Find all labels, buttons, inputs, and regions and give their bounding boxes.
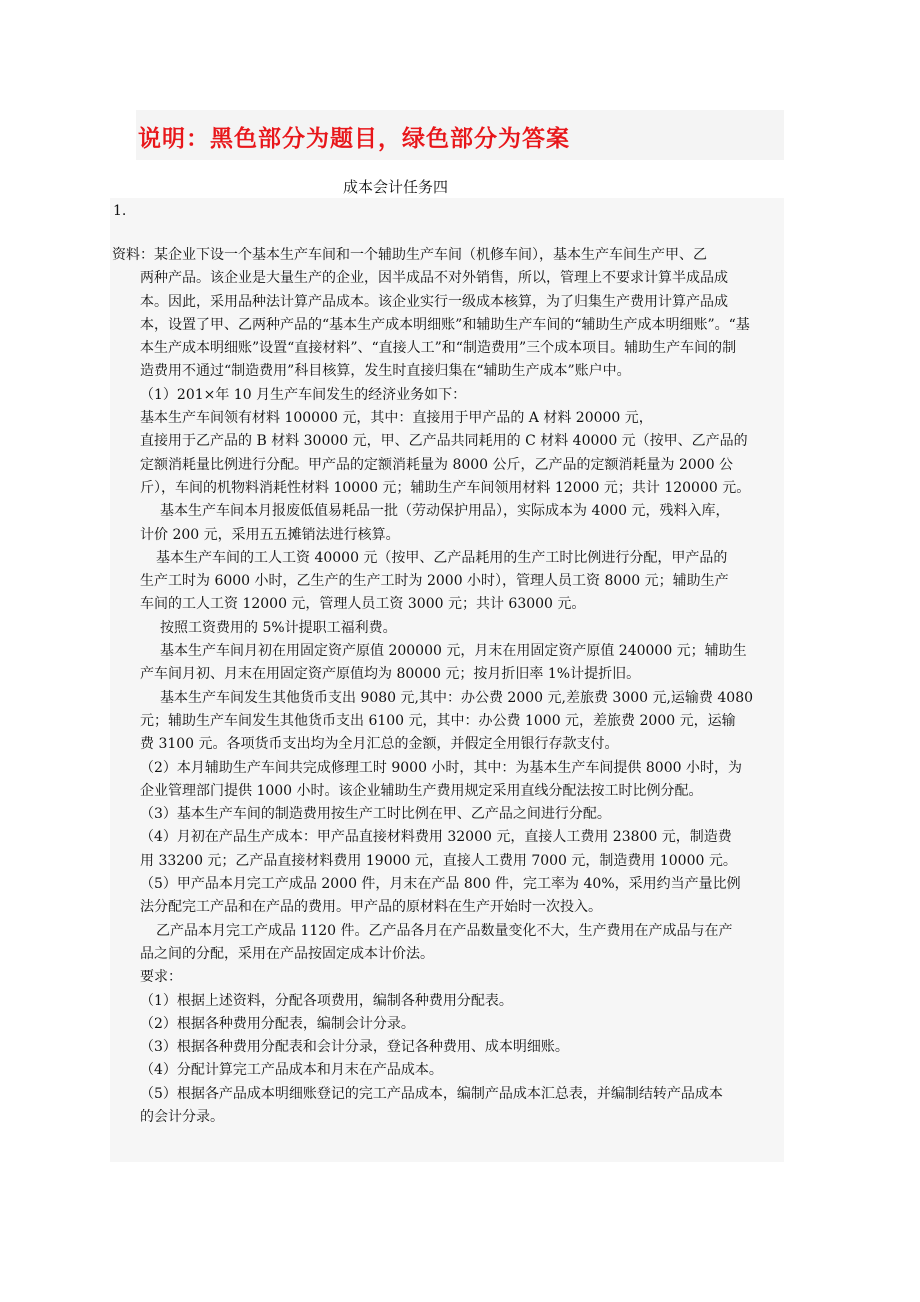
problem-content xyxy=(110,198,784,1162)
text-line: （5）根据各产品成本明细账登记的完工产品成本，编制产品成本汇总表，并编制结转产品成本 xyxy=(140,1085,723,1102)
text-line: 乙产品本月完工产成品 1120 件。乙产品各月在产品数量变化不大，生产费用在产成品与在产 xyxy=(156,922,733,939)
text-line: 本生产成本明细账”设置“直接材料”、“直接人工”和“制造费用”三个成本项目。辅助生产车间的制 xyxy=(140,340,737,357)
text-line: 本，设置了甲、乙两种产品的“基本生产成本明细账”和辅助生产车间的“辅助生产成本明细账”。“基 xyxy=(140,316,750,333)
text-line: 基本生产车间的工人工资 40000 元（按甲、乙产品耗用的生产工时比例进行分配，甲产品的 xyxy=(156,549,728,566)
text-line: （1）201×年 10 月生产车间发生的经济业务如下： xyxy=(140,386,467,403)
text-line: （5）甲产品本月完工产成品 2000 件，月末在产品 800 件，完工率为 40%，采用约当产量比例 xyxy=(140,876,741,893)
problem-text xyxy=(112,244,784,1129)
text-line: 元；辅助生产车间发生其他货币支出 6100 元，其中：办公费 1000 元，差旅费 2000 元，运输 xyxy=(140,712,736,729)
text-line: 企业管理部门提供 1000 小时。该企业辅助生产费用规定采用直线分配法按工时比例分配。 xyxy=(140,782,703,799)
text-line: 两种产品。该企业是大量生产的企业，因半成品不对外销售，所以，管理上不要求计算半成品成 xyxy=(140,270,728,287)
text-line: （4）月初在产品生产成本：甲产品直接材料费用 32000 元，直接人工费用 23800 元，制造费 xyxy=(140,829,732,846)
notice-banner xyxy=(136,110,784,160)
text-line: 品之间的分配，采用在产品按固定成本计价法。 xyxy=(140,945,434,962)
text-line: （1）根据上述资料，分配各项费用，编制各种费用分配表。 xyxy=(140,992,513,1009)
text-line: 费 3100 元。各项货币支出均为全月汇总的金额，并假定全用银行存款支付。 xyxy=(140,736,619,753)
text-line: 法分配完工产品和在产品的费用。甲产品的原材料在生产开始时一次投入。 xyxy=(140,899,602,916)
text-line: 计价 200 元，采用五五摊销法进行核算。 xyxy=(140,526,400,543)
text-line: 斤），车间的机物料消耗性材料 10000 元；辅助生产车间领用材料 12000 元；共计 120000 元。 xyxy=(140,479,751,496)
text-line: 基本生产车间领有材料 100000 元，其中：直接用于甲产品的 A 材料 20000 元， xyxy=(140,410,653,427)
text-line: 造费用不通过“制造费用”科目核算，发生时直接归集在“辅助生产成本”账户中。 xyxy=(140,363,631,380)
text-line: （2）根据各种费用分配表，编制会计分录。 xyxy=(140,1015,415,1032)
notice-text: 说明：黑色部分为题目，绿色部分为答案 xyxy=(138,126,570,152)
text-line: （3）根据各种费用分配表和会计分录，登记各种费用、成本明细账。 xyxy=(140,1039,569,1056)
document-title: 成本会计任务四 xyxy=(343,178,449,196)
text-line: 车间的工人工资 12000 元，管理人员工资 3000 元；共计 63000 元。 xyxy=(140,596,586,613)
text-line: 基本生产车间月初在用固定资产原值 200000 元，月末在用固定资产原值 240000 元；辅助生 xyxy=(160,643,747,660)
text-line: （3）基本生产车间的制造费用按生产工时比例在甲、乙产品之间进行分配。 xyxy=(140,806,611,823)
text-line: 的会计分录。 xyxy=(140,1108,224,1125)
text-line: 本。因此，采用品种法计算产品成本。该企业实行一级成本核算，为了归集生产费用计算产品成 xyxy=(140,293,728,310)
text-line: （2）本月辅助生产车间共完成修理工时 9000 小时，其中：为基本生产车间提供 8000 小时，为 xyxy=(140,759,742,776)
text-line: 基本生产车间发生其他货币支出 9080 元,其中：办公费 2000 元,差旅费 3000 元,运输费 4080 xyxy=(160,689,754,706)
text-line: 资料：某企业下设一个基本生产车间和一个辅助生产车间（机修车间），基本生产车间生产甲、乙 xyxy=(112,247,707,263)
text-line: 产车间月初、月末在用固定资产原值均为 80000 元；按月折旧率 1%计提折旧。 xyxy=(140,666,641,683)
text-line: 基本生产车间本月报废低值易耗品一批（劳动保护用品），实际成本为 4000 元，残料入库， xyxy=(160,503,730,520)
item-number: 1. xyxy=(113,203,127,219)
text-line: （4）分配计算完工产品成本和月末在产品成本。 xyxy=(140,1062,443,1079)
text-line: 要求： xyxy=(140,969,182,986)
text-line: 直接用于乙产品的 B 材料 30000 元，甲、乙产品共同耗用的 C 材料 40000 元（按甲、乙产品的 xyxy=(140,433,748,450)
text-line: 用 33200 元；乙产品直接材料费用 19000 元，直接人工费用 7000 元，制造费用 10000 元。 xyxy=(140,852,737,869)
text-line: 按照工资费用的 5%计提职工福利费。 xyxy=(160,619,397,636)
text-line: 定额消耗量比例进行分配。甲产品的定额消耗量为 8000 公斤，乙产品的定额消耗量为 2000 公 xyxy=(140,456,734,473)
text-line: 生产工时为 6000 小时，乙生产的生产工时为 2000 小时），管理人员工资 8000 元；辅助生产 xyxy=(140,573,729,590)
